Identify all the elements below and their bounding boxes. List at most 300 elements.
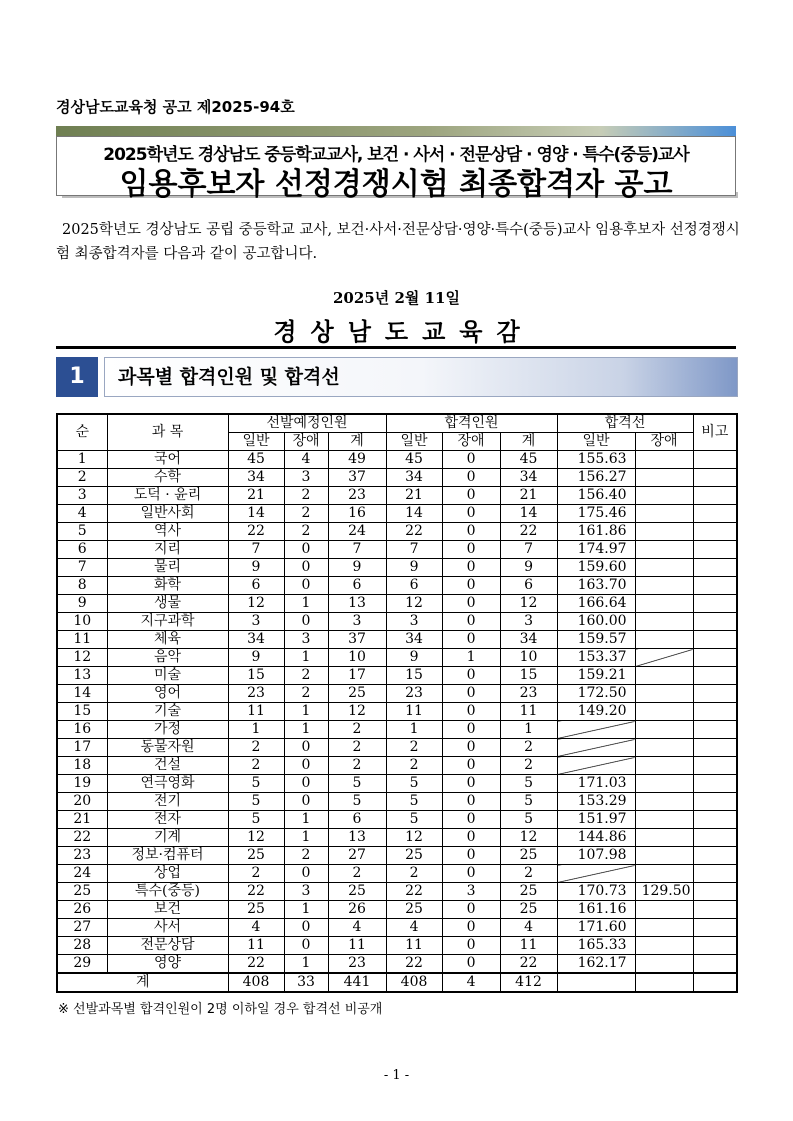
table-row <box>57 577 737 595</box>
row-remarks <box>693 901 737 919</box>
row-cutoff-disabled <box>635 775 693 793</box>
row-passed-disabled: 0 <box>442 451 500 469</box>
row-passed-disabled: 0 <box>442 793 500 811</box>
row-subject: 기술 <box>107 703 228 721</box>
row-remarks <box>693 469 737 487</box>
header-passed: 합격인원 <box>386 414 557 433</box>
row-planned-general: 5 <box>228 793 284 811</box>
row-cutoff-general: 159.21 <box>557 667 635 685</box>
row-passed-total: 2 <box>500 739 557 757</box>
total-passed-total: 412 <box>500 973 557 992</box>
row-planned-general: 34 <box>228 631 284 649</box>
row-subject: 지구과학 <box>107 613 228 631</box>
row-planned-total: 10 <box>328 649 386 667</box>
row-planned-total: 17 <box>328 667 386 685</box>
row-cutoff-disabled <box>635 505 693 523</box>
row-cutoff-disabled <box>635 613 693 631</box>
banner-box <box>56 136 736 202</box>
row-remarks <box>693 739 737 757</box>
row-passed-general: 5 <box>386 793 442 811</box>
row-passed-total: 12 <box>500 829 557 847</box>
row-planned-disabled: 1 <box>284 703 328 721</box>
row-planned-general: 4 <box>228 919 284 937</box>
table-row <box>57 937 737 955</box>
row-remarks <box>693 757 737 775</box>
row-cutoff-general <box>557 865 635 883</box>
row-planned-total: 2 <box>328 739 386 757</box>
row-passed-general: 25 <box>386 901 442 919</box>
row-passed-total: 5 <box>500 775 557 793</box>
row-planned-disabled: 3 <box>284 883 328 901</box>
row-cutoff-disabled <box>635 901 693 919</box>
row-cutoff-disabled <box>635 631 693 649</box>
row-passed-general: 22 <box>386 955 442 974</box>
row-cutoff-disabled <box>635 757 693 775</box>
row-cutoff-general: 159.57 <box>557 631 635 649</box>
row-cutoff-disabled <box>635 523 693 541</box>
total-label: 계 <box>57 973 228 992</box>
row-number: 28 <box>57 937 107 955</box>
row-remarks <box>693 649 737 667</box>
notice-date: 2025년 2월 11일 <box>333 289 460 307</box>
row-planned-total: 11 <box>328 937 386 955</box>
row-planned-total: 6 <box>328 577 386 595</box>
row-passed-general: 34 <box>386 631 442 649</box>
row-planned-general: 22 <box>228 523 284 541</box>
row-planned-general: 9 <box>228 559 284 577</box>
intro-paragraph: 2025학년도 경상남도 공립 중등학교 교사, 보건·사서·전문상담·영양·특수(중등)교사 임용후보자 선정경쟁시험 최종합격자를 다음과 같이 공고합니다. <box>56 222 740 262</box>
row-remarks <box>693 937 737 955</box>
row-number: 14 <box>57 685 107 703</box>
row-passed-general: 23 <box>386 685 442 703</box>
row-passed-general: 6 <box>386 577 442 595</box>
table-row <box>57 613 737 631</box>
table-row <box>57 523 737 541</box>
row-planned-disabled: 0 <box>284 919 328 937</box>
header-general: 일반 <box>386 433 442 451</box>
row-planned-total: 5 <box>328 793 386 811</box>
row-planned-general: 45 <box>228 451 284 469</box>
row-passed-disabled: 0 <box>442 505 500 523</box>
row-passed-total: 4 <box>500 919 557 937</box>
row-passed-disabled: 0 <box>442 829 500 847</box>
row-planned-total: 4 <box>328 919 386 937</box>
row-subject: 보건 <box>107 901 228 919</box>
row-planned-general: 3 <box>228 613 284 631</box>
row-passed-disabled: 0 <box>442 469 500 487</box>
row-cutoff-general: 156.27 <box>557 469 635 487</box>
row-subject: 동물자원 <box>107 739 228 757</box>
row-remarks <box>693 793 737 811</box>
row-passed-disabled: 0 <box>442 955 500 974</box>
row-planned-general: 9 <box>228 649 284 667</box>
row-number: 5 <box>57 523 107 541</box>
row-cutoff-general <box>557 739 635 757</box>
row-passed-general: 21 <box>386 487 442 505</box>
row-remarks <box>693 595 737 613</box>
row-passed-disabled: 0 <box>442 703 500 721</box>
row-cutoff-disabled <box>635 559 693 577</box>
row-passed-total: 5 <box>500 811 557 829</box>
footnote: ※ 선발과목별 합격인원이 2명 이하일 경우 합격선 비공개 <box>58 1002 383 1017</box>
header-total: 계 <box>500 433 557 451</box>
row-passed-total: 11 <box>500 937 557 955</box>
row-passed-general: 12 <box>386 595 442 613</box>
row-planned-disabled: 4 <box>284 451 328 469</box>
table-row <box>57 865 737 883</box>
row-cutoff-disabled <box>635 739 693 757</box>
row-planned-general: 6 <box>228 577 284 595</box>
row-remarks <box>693 829 737 847</box>
results-table <box>56 413 738 993</box>
row-remarks <box>693 865 737 883</box>
row-cutoff-general: 165.33 <box>557 937 635 955</box>
row-number: 1 <box>57 451 107 469</box>
row-remarks <box>693 919 737 937</box>
table-row <box>57 667 737 685</box>
row-subject: 사서 <box>107 919 228 937</box>
row-planned-general: 5 <box>228 811 284 829</box>
row-number: 17 <box>57 739 107 757</box>
row-passed-general: 7 <box>386 541 442 559</box>
row-number: 18 <box>57 757 107 775</box>
row-number: 20 <box>57 793 107 811</box>
page-number: - 1 - <box>383 1068 410 1083</box>
row-cutoff-general: 162.17 <box>557 955 635 974</box>
row-passed-disabled: 0 <box>442 757 500 775</box>
row-planned-disabled: 1 <box>284 955 328 974</box>
row-passed-general: 12 <box>386 829 442 847</box>
row-cutoff-disabled <box>635 919 693 937</box>
row-remarks <box>693 505 737 523</box>
row-planned-general: 12 <box>228 829 284 847</box>
row-planned-total: 2 <box>328 721 386 739</box>
total-planned-total: 441 <box>328 973 386 992</box>
row-cutoff-disabled <box>635 937 693 955</box>
row-passed-total: 1 <box>500 721 557 739</box>
row-passed-general: 22 <box>386 523 442 541</box>
row-cutoff-disabled <box>635 577 693 595</box>
row-planned-disabled: 0 <box>284 613 328 631</box>
row-cutoff-general: 149.20 <box>557 703 635 721</box>
notice-number: 경상남도교육청 공고 제2025-94호 <box>56 98 295 116</box>
row-planned-general: 2 <box>228 865 284 883</box>
row-planned-disabled: 0 <box>284 793 328 811</box>
row-planned-total: 7 <box>328 541 386 559</box>
row-subject: 건설 <box>107 757 228 775</box>
row-cutoff-disabled <box>635 595 693 613</box>
table-header <box>57 414 737 451</box>
row-passed-total: 5 <box>500 793 557 811</box>
row-cutoff-general: 163.70 <box>557 577 635 595</box>
row-cutoff-disabled: 129.50 <box>635 883 693 901</box>
row-planned-disabled: 0 <box>284 937 328 955</box>
row-planned-general: 22 <box>228 883 284 901</box>
row-number: 23 <box>57 847 107 865</box>
row-passed-disabled: 0 <box>442 613 500 631</box>
table-row <box>57 901 737 919</box>
row-number: 11 <box>57 631 107 649</box>
row-planned-general: 11 <box>228 937 284 955</box>
row-passed-disabled: 0 <box>442 577 500 595</box>
row-passed-total: 21 <box>500 487 557 505</box>
row-subject: 일반사회 <box>107 505 228 523</box>
row-cutoff-general: 153.29 <box>557 793 635 811</box>
row-passed-total: 25 <box>500 883 557 901</box>
table-row <box>57 919 737 937</box>
row-passed-general: 5 <box>386 775 442 793</box>
header-remarks: 비고 <box>693 414 737 451</box>
table-row <box>57 757 737 775</box>
table-row <box>57 595 737 613</box>
table-row <box>57 685 737 703</box>
row-subject: 연극영화 <box>107 775 228 793</box>
header-disabled: 장애 <box>635 433 693 451</box>
row-passed-general: 2 <box>386 865 442 883</box>
row-planned-disabled: 0 <box>284 757 328 775</box>
row-subject: 화학 <box>107 577 228 595</box>
row-planned-total: 23 <box>328 955 386 974</box>
row-planned-total: 16 <box>328 505 386 523</box>
row-planned-total: 2 <box>328 865 386 883</box>
banner-subtitle: 2025학년도 경상남도 중등학교교사, 보건 · 사서 · 전문상담 · 영양 · 특수(중등)교사 <box>103 145 689 165</box>
row-passed-disabled: 0 <box>442 721 500 739</box>
row-remarks <box>693 451 737 469</box>
row-passed-general: 2 <box>386 739 442 757</box>
row-subject: 영양 <box>107 955 228 974</box>
row-planned-general: 1 <box>228 721 284 739</box>
row-passed-disabled: 0 <box>442 811 500 829</box>
table-row <box>57 847 737 865</box>
row-number: 15 <box>57 703 107 721</box>
row-planned-disabled: 0 <box>284 559 328 577</box>
row-planned-total: 25 <box>328 685 386 703</box>
section-title: 과목별 합격인원 및 합격선 <box>118 366 340 388</box>
header-general: 일반 <box>557 433 635 451</box>
row-remarks <box>693 523 737 541</box>
row-passed-disabled: 0 <box>442 901 500 919</box>
row-number: 3 <box>57 487 107 505</box>
row-number: 26 <box>57 901 107 919</box>
row-remarks <box>693 613 737 631</box>
row-planned-total: 9 <box>328 559 386 577</box>
row-passed-general: 11 <box>386 937 442 955</box>
row-number: 8 <box>57 577 107 595</box>
row-remarks <box>693 811 737 829</box>
row-passed-general: 9 <box>386 649 442 667</box>
row-planned-total: 25 <box>328 883 386 901</box>
row-planned-total: 26 <box>328 901 386 919</box>
row-cutoff-general <box>557 757 635 775</box>
row-passed-general: 11 <box>386 703 442 721</box>
row-planned-disabled: 2 <box>284 667 328 685</box>
row-remarks <box>693 577 737 595</box>
row-subject: 상업 <box>107 865 228 883</box>
banner-accent-bar <box>56 126 736 136</box>
row-cutoff-disabled <box>635 865 693 883</box>
row-passed-disabled: 0 <box>442 559 500 577</box>
row-number: 10 <box>57 613 107 631</box>
header-general: 일반 <box>228 433 284 451</box>
header-cutoff: 합격선 <box>557 414 693 433</box>
table-row <box>57 505 737 523</box>
row-passed-total: 3 <box>500 613 557 631</box>
total-cutoff-disabled <box>635 973 693 992</box>
table-row <box>57 793 737 811</box>
row-cutoff-general: 161.16 <box>557 901 635 919</box>
row-passed-total: 22 <box>500 955 557 974</box>
row-cutoff-general: 171.60 <box>557 919 635 937</box>
row-passed-general: 22 <box>386 883 442 901</box>
row-cutoff-disabled <box>635 829 693 847</box>
table-row <box>57 829 737 847</box>
row-planned-general: 11 <box>228 703 284 721</box>
row-cutoff-disabled <box>635 703 693 721</box>
row-passed-general: 14 <box>386 505 442 523</box>
row-cutoff-disabled <box>635 667 693 685</box>
row-passed-disabled: 0 <box>442 739 500 757</box>
row-planned-general: 7 <box>228 541 284 559</box>
row-planned-disabled: 0 <box>284 577 328 595</box>
row-planned-disabled: 0 <box>284 739 328 757</box>
row-planned-total: 2 <box>328 757 386 775</box>
row-passed-total: 10 <box>500 649 557 667</box>
row-passed-disabled: 0 <box>442 487 500 505</box>
row-cutoff-disabled <box>635 685 693 703</box>
row-cutoff-general: 107.98 <box>557 847 635 865</box>
row-planned-disabled: 1 <box>284 811 328 829</box>
row-remarks <box>693 685 737 703</box>
row-cutoff-disabled <box>635 793 693 811</box>
row-cutoff-disabled <box>635 955 693 974</box>
table-row <box>57 487 737 505</box>
row-passed-disabled: 0 <box>442 523 500 541</box>
row-cutoff-general: 151.97 <box>557 811 635 829</box>
row-passed-total: 9 <box>500 559 557 577</box>
row-remarks <box>693 775 737 793</box>
row-passed-disabled: 0 <box>442 937 500 955</box>
total-passed-general: 408 <box>386 973 442 992</box>
row-passed-total: 34 <box>500 469 557 487</box>
row-number: 24 <box>57 865 107 883</box>
row-subject: 생물 <box>107 595 228 613</box>
row-number: 22 <box>57 829 107 847</box>
row-passed-total: 25 <box>500 847 557 865</box>
row-passed-general: 15 <box>386 667 442 685</box>
row-passed-total: 2 <box>500 865 557 883</box>
table-row <box>57 955 737 974</box>
row-subject: 미술 <box>107 667 228 685</box>
row-passed-disabled: 0 <box>442 775 500 793</box>
row-number: 4 <box>57 505 107 523</box>
row-cutoff-general: 144.86 <box>557 829 635 847</box>
row-passed-total: 6 <box>500 577 557 595</box>
row-cutoff-general: 153.37 <box>557 649 635 667</box>
header-disabled: 장애 <box>284 433 328 451</box>
header-no: 순 <box>57 414 107 451</box>
row-planned-total: 13 <box>328 595 386 613</box>
row-planned-total: 49 <box>328 451 386 469</box>
table-row <box>57 739 737 757</box>
row-passed-total: 14 <box>500 505 557 523</box>
table-row <box>57 469 737 487</box>
row-cutoff-general: 175.46 <box>557 505 635 523</box>
table-row <box>57 559 737 577</box>
row-passed-general: 4 <box>386 919 442 937</box>
table-row <box>57 541 737 559</box>
row-passed-disabled: 0 <box>442 919 500 937</box>
row-planned-disabled: 0 <box>284 541 328 559</box>
row-planned-total: 37 <box>328 469 386 487</box>
row-subject: 전기 <box>107 793 228 811</box>
row-planned-total: 27 <box>328 847 386 865</box>
row-passed-general: 2 <box>386 757 442 775</box>
row-number: 7 <box>57 559 107 577</box>
table-row <box>57 811 737 829</box>
row-planned-disabled: 0 <box>284 865 328 883</box>
table-row <box>57 775 737 793</box>
row-passed-general: 1 <box>386 721 442 739</box>
row-passed-total: 12 <box>500 595 557 613</box>
row-passed-total: 34 <box>500 631 557 649</box>
row-remarks <box>693 883 737 901</box>
total-planned-disabled: 33 <box>284 973 328 992</box>
total-row <box>57 973 737 992</box>
row-subject: 체육 <box>107 631 228 649</box>
row-subject: 물리 <box>107 559 228 577</box>
row-cutoff-disabled <box>635 487 693 505</box>
row-cutoff-general: 170.73 <box>557 883 635 901</box>
row-planned-general: 34 <box>228 469 284 487</box>
table-row <box>57 451 737 469</box>
row-passed-disabled: 0 <box>442 541 500 559</box>
total-remarks <box>693 973 737 992</box>
row-number: 6 <box>57 541 107 559</box>
row-subject: 지리 <box>107 541 228 559</box>
row-cutoff-general: 172.50 <box>557 685 635 703</box>
row-subject: 도덕 · 윤리 <box>107 487 228 505</box>
row-passed-general: 5 <box>386 811 442 829</box>
row-passed-general: 34 <box>386 469 442 487</box>
row-number: 9 <box>57 595 107 613</box>
section-number: 1 <box>56 357 98 397</box>
row-passed-disabled: 0 <box>442 865 500 883</box>
row-planned-total: 37 <box>328 631 386 649</box>
row-subject: 전문상담 <box>107 937 228 955</box>
row-number: 19 <box>57 775 107 793</box>
row-passed-general: 9 <box>386 559 442 577</box>
row-cutoff-general: 155.63 <box>557 451 635 469</box>
row-remarks <box>693 847 737 865</box>
row-subject: 역사 <box>107 523 228 541</box>
row-cutoff-disabled <box>635 649 693 667</box>
section-header <box>56 357 736 397</box>
row-planned-disabled: 2 <box>284 685 328 703</box>
row-planned-general: 21 <box>228 487 284 505</box>
row-planned-disabled: 3 <box>284 631 328 649</box>
row-number: 21 <box>57 811 107 829</box>
row-subject: 정보·컴퓨터 <box>107 847 228 865</box>
row-passed-disabled: 0 <box>442 667 500 685</box>
row-passed-disabled: 3 <box>442 883 500 901</box>
row-number: 25 <box>57 883 107 901</box>
row-passed-total: 25 <box>500 901 557 919</box>
row-cutoff-disabled <box>635 721 693 739</box>
row-remarks <box>693 721 737 739</box>
header-total: 계 <box>328 433 386 451</box>
total-passed-disabled: 4 <box>442 973 500 992</box>
row-passed-general: 3 <box>386 613 442 631</box>
